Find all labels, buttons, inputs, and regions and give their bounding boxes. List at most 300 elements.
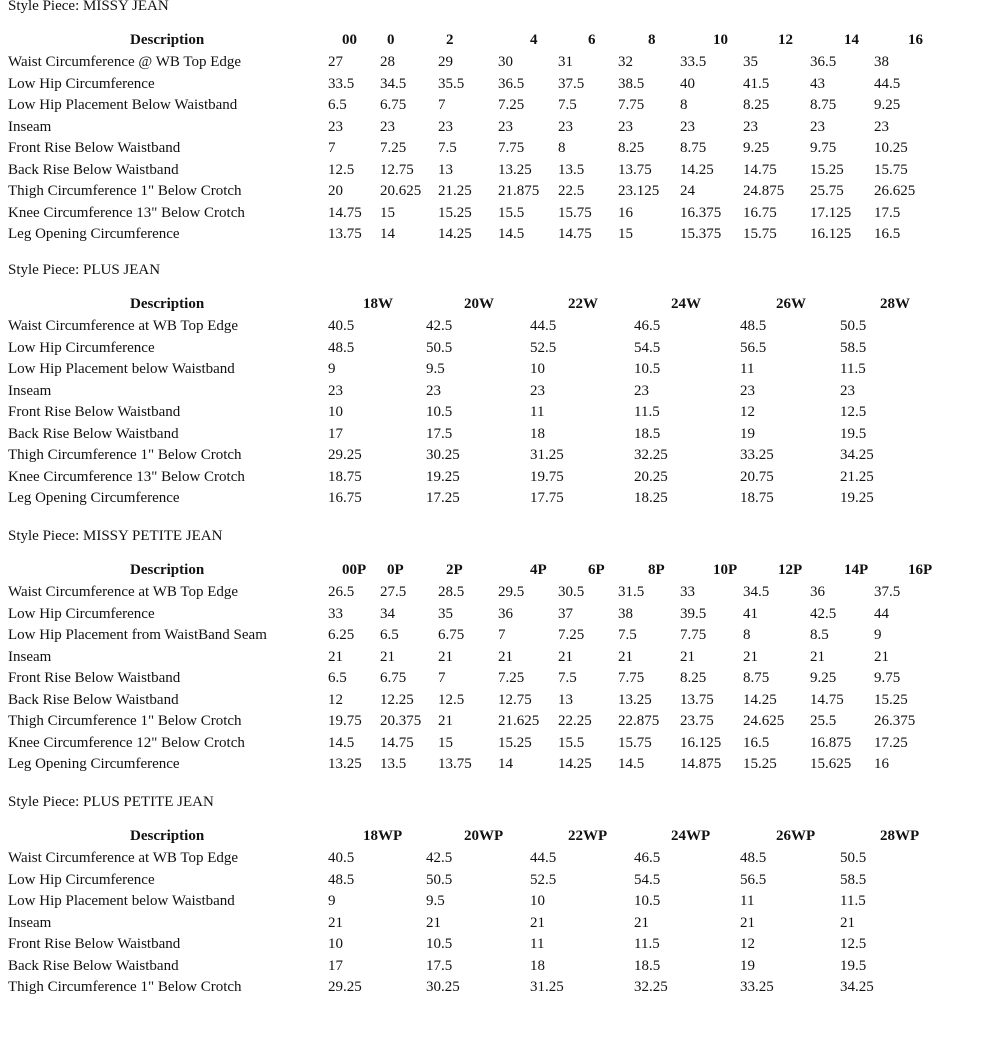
- table-row: [8, 318, 998, 339]
- measurement-description: Inseam: [8, 914, 52, 931]
- table-row: [8, 936, 998, 957]
- measurement-value: 8: [680, 97, 688, 113]
- measurement-description: Waist Circumference at WB Top Edge: [8, 318, 239, 334]
- measurement-value: 12.5: [840, 936, 867, 952]
- measurement-value: 23: [743, 118, 758, 135]
- measurement-value: 22.25: [558, 713, 592, 729]
- measurement-value: 12.75: [380, 161, 414, 178]
- measurement-value: 56.5: [740, 871, 767, 888]
- measurement-value: 12.5: [328, 161, 355, 178]
- measurement-value: 15.375: [680, 226, 722, 242]
- size-column-header: 00P: [342, 562, 367, 578]
- measurement-value: 52.5: [530, 871, 557, 888]
- measurement-value: 15: [438, 734, 453, 751]
- measurement-value: 50.5: [426, 339, 453, 356]
- measurement-value: 9.5: [426, 893, 445, 909]
- measurement-value: 7: [438, 670, 446, 686]
- measurement-value: 11: [530, 936, 545, 952]
- measurement-value: 11.5: [634, 936, 660, 952]
- size-column-header: 22WP: [568, 828, 608, 844]
- measurement-value: 19: [740, 425, 755, 442]
- measurement-value: 6.75: [380, 670, 407, 686]
- table-row: [8, 915, 998, 936]
- measurement-value: 12.5: [840, 404, 867, 420]
- table-row: [8, 361, 998, 382]
- measurement-value: 17: [328, 957, 343, 974]
- table-row: [8, 627, 998, 648]
- measurement-value: 14.5: [498, 226, 525, 242]
- measurement-value: 14.5: [618, 756, 645, 772]
- measurement-value: 13.25: [498, 161, 532, 178]
- description-column-header: Description: [130, 32, 205, 48]
- measurement-value: 26.625: [874, 183, 916, 199]
- measurement-value: 21: [498, 648, 513, 665]
- measurement-value: 7.25: [380, 140, 407, 156]
- measurement-value: 36.5: [810, 54, 837, 70]
- measurement-value: 8.25: [618, 140, 645, 156]
- measurement-value: 54.5: [634, 339, 661, 356]
- measurement-value: 15.25: [743, 756, 777, 772]
- measurement-value: 15.75: [874, 161, 908, 178]
- measurement-value: 19.25: [840, 490, 874, 506]
- measurement-value: 19: [740, 957, 755, 974]
- measurement-value: 8.75: [680, 140, 707, 156]
- measurement-value: 6.5: [380, 627, 399, 643]
- measurement-value: 41: [743, 605, 758, 622]
- measurement-value: 23: [328, 118, 343, 135]
- measurement-value: 14.25: [680, 161, 714, 178]
- measurement-value: 31.25: [530, 979, 564, 995]
- measurement-value: 38.5: [618, 75, 645, 92]
- measurement-value: 15.25: [498, 734, 532, 751]
- measurement-value: 27.5: [380, 584, 407, 600]
- measurement-value: 18.5: [634, 425, 661, 442]
- measurement-value: 15.75: [558, 204, 592, 221]
- style-piece-label: Style Piece: PLUS PETITE JEAN: [8, 794, 214, 810]
- measurement-value: 18: [530, 957, 545, 974]
- measurement-value: 30.5: [558, 584, 585, 600]
- measurement-value: 21.875: [498, 183, 540, 199]
- style-piece-label: Style Piece: PLUS JEAN: [8, 262, 161, 278]
- measurement-value: 16.125: [680, 734, 722, 751]
- measurement-value: 48.5: [328, 339, 355, 356]
- measurement-value: 50.5: [426, 871, 453, 888]
- measurement-value: 13.75: [438, 756, 472, 772]
- measurement-description: Inseam: [8, 382, 52, 399]
- size-column-header: 4P: [530, 562, 547, 578]
- measurement-value: 15.25: [438, 204, 472, 221]
- measurement-description: Low Hip Placement from WaistBand Seam: [8, 627, 267, 643]
- measurement-value: 13: [558, 691, 573, 708]
- measurement-value: 21: [438, 713, 453, 729]
- measurement-value: 12: [328, 691, 343, 708]
- measurement-value: 23: [530, 382, 545, 399]
- measurement-value: 16.375: [680, 204, 722, 221]
- measurement-value: 42.5: [810, 605, 837, 622]
- measurement-value: 19.25: [426, 468, 460, 485]
- measurement-value: 33: [328, 605, 343, 622]
- measurement-value: 18.5: [634, 957, 661, 974]
- table-row: [8, 893, 998, 914]
- measurement-value: 7.75: [618, 97, 645, 113]
- measurement-description: Inseam: [8, 648, 52, 665]
- measurement-value: 7.75: [498, 140, 525, 156]
- measurement-value: 12.5: [438, 691, 465, 708]
- table-row: [8, 606, 998, 627]
- measurement-value: 15.25: [810, 161, 844, 178]
- measurement-value: 21: [426, 914, 441, 931]
- table-row: [8, 713, 998, 734]
- measurement-value: 46.5: [634, 850, 661, 866]
- table-row: [8, 649, 998, 670]
- measurement-value: 15.5: [498, 204, 525, 221]
- measurement-value: 43: [810, 75, 825, 92]
- measurement-value: 36: [810, 584, 825, 600]
- measurement-value: 34.5: [743, 584, 770, 600]
- measurement-value: 22.875: [618, 713, 660, 729]
- measurement-value: 16.75: [328, 490, 362, 506]
- measurement-value: 29.25: [328, 979, 362, 995]
- measurement-value: 8.5: [810, 627, 829, 643]
- measurement-value: 21: [634, 914, 649, 931]
- measurement-value: 12.25: [380, 691, 414, 708]
- measurement-description: Low Hip Circumference: [8, 605, 155, 622]
- measurement-value: 7.25: [558, 627, 585, 643]
- measurement-value: 21: [740, 914, 755, 931]
- measurement-value: 8.25: [680, 670, 707, 686]
- measurement-value: 9: [328, 893, 336, 909]
- measurement-value: 21: [380, 648, 395, 665]
- measurement-value: 21.25: [840, 468, 874, 485]
- size-column-header: 14P: [844, 562, 869, 578]
- measurement-value: 9: [874, 627, 882, 643]
- measurement-value: 46.5: [634, 318, 661, 334]
- table-row: [8, 692, 998, 713]
- measurement-value: 15: [380, 204, 395, 221]
- measurement-value: 7.25: [498, 670, 525, 686]
- description-column-header: Description: [130, 828, 205, 844]
- size-column-header: 6: [588, 32, 596, 48]
- measurement-value: 8.75: [743, 670, 770, 686]
- measurement-value: 11.5: [840, 361, 866, 377]
- measurement-value: 14.75: [743, 161, 777, 178]
- measurement-value: 13.75: [680, 691, 714, 708]
- measurement-description: Front Rise Below Waistband: [8, 936, 181, 952]
- measurement-value: 44.5: [874, 75, 901, 92]
- measurement-value: 26.5: [328, 584, 355, 600]
- table-row: [8, 979, 998, 1000]
- measurement-value: 33.5: [328, 75, 355, 92]
- measurement-description: Inseam: [8, 118, 52, 135]
- measurement-value: 15: [618, 226, 633, 242]
- size-column-header: 0: [387, 32, 395, 48]
- size-column-header: 24W: [671, 296, 701, 312]
- measurement-value: 48.5: [740, 850, 767, 866]
- measurement-value: 8.25: [743, 97, 770, 113]
- measurement-value: 14.75: [558, 226, 592, 242]
- size-column-header: 18W: [363, 296, 393, 312]
- measurement-value: 21: [743, 648, 758, 665]
- description-column-header: Description: [130, 562, 205, 578]
- table-row: [8, 735, 998, 756]
- measurement-value: 15.5: [558, 734, 585, 751]
- measurement-description: Knee Circumference 12" Below Crotch: [8, 734, 245, 751]
- measurement-value: 58.5: [840, 871, 867, 888]
- measurement-description: Thigh Circumference 1" Below Crotch: [8, 183, 242, 199]
- measurement-value: 23.125: [618, 183, 660, 199]
- measurement-value: 13.5: [558, 161, 585, 178]
- size-column-header: 22W: [568, 296, 598, 312]
- measurement-description: Low Hip Circumference: [8, 339, 155, 356]
- measurement-value: 7: [498, 627, 506, 643]
- table-row: [8, 226, 998, 247]
- measurement-description: Waist Circumference @ WB Top Edge: [8, 54, 242, 70]
- measurement-value: 27: [328, 54, 343, 70]
- measurement-value: 30.25: [426, 979, 460, 995]
- table-row: [8, 404, 998, 425]
- measurement-value: 16: [874, 756, 889, 772]
- measurement-value: 13: [438, 161, 453, 178]
- measurement-value: 14.5: [328, 734, 355, 751]
- spec-section: [8, 530, 998, 780]
- spec-section: [8, 796, 998, 1046]
- measurement-value: 9: [328, 361, 336, 377]
- table-header-row: [8, 32, 998, 53]
- measurement-description: Back Rise Below Waistband: [8, 691, 179, 708]
- measurement-value: 20.75: [740, 468, 774, 485]
- size-column-header: 0P: [387, 562, 404, 578]
- measurement-value: 23: [618, 118, 633, 135]
- table-row: [8, 426, 998, 447]
- measurement-value: 21: [840, 914, 855, 931]
- table-header-row: [8, 562, 998, 583]
- measurement-value: 6.5: [328, 670, 347, 686]
- measurement-description: Thigh Circumference 1" Below Crotch: [8, 979, 242, 995]
- measurement-value: 19.75: [328, 713, 362, 729]
- measurement-value: 13.25: [618, 691, 652, 708]
- measurement-value: 54.5: [634, 871, 661, 888]
- measurement-value: 19.5: [840, 957, 867, 974]
- size-column-header: 26WP: [776, 828, 816, 844]
- measurement-value: 17.5: [874, 204, 901, 221]
- measurement-value: 10: [530, 893, 545, 909]
- measurement-value: 40: [680, 75, 695, 92]
- measurement-value: 56.5: [740, 339, 767, 356]
- measurement-value: 36: [498, 605, 513, 622]
- measurement-value: 20.375: [380, 713, 422, 729]
- measurement-value: 6.5: [328, 97, 347, 113]
- measurement-value: 37.5: [558, 75, 585, 92]
- measurement-value: 6.25: [328, 627, 355, 643]
- measurement-value: 7.75: [618, 670, 645, 686]
- measurement-description: Leg Opening Circumference: [8, 490, 180, 506]
- measurement-value: 11: [530, 404, 545, 420]
- size-column-header: 12: [778, 32, 793, 48]
- size-column-header: 14: [844, 32, 859, 48]
- measurement-value: 6.75: [438, 627, 465, 643]
- measurement-value: 21: [618, 648, 633, 665]
- size-column-header: 2: [446, 32, 454, 48]
- measurement-value: 15.25: [874, 691, 908, 708]
- table-row: [8, 54, 998, 75]
- measurement-value: 14.75: [380, 734, 414, 751]
- description-column-header: Description: [130, 296, 205, 312]
- size-column-header: 26W: [776, 296, 806, 312]
- measurement-value: 14: [380, 226, 395, 242]
- measurement-value: 23: [874, 118, 889, 135]
- measurement-value: 17.5: [426, 957, 453, 974]
- measurement-value: 35: [743, 54, 758, 70]
- table-row: [8, 340, 998, 361]
- measurement-value: 35: [438, 605, 453, 622]
- measurement-value: 50.5: [840, 850, 867, 866]
- measurement-description: Thigh Circumference 1" Below Crotch: [8, 713, 242, 729]
- table-row: [8, 97, 998, 118]
- measurement-value: 14.25: [558, 756, 592, 772]
- size-column-header: 16: [908, 32, 923, 48]
- size-column-header: 18WP: [363, 828, 403, 844]
- measurement-description: Back Rise Below Waistband: [8, 161, 179, 178]
- table-row: [8, 469, 998, 490]
- measurement-value: 30.25: [426, 447, 460, 463]
- measurement-value: 29: [438, 54, 453, 70]
- measurement-value: 32.25: [634, 979, 668, 995]
- measurement-value: 23: [840, 382, 855, 399]
- measurement-value: 29.5: [498, 584, 525, 600]
- measurement-value: 58.5: [840, 339, 867, 356]
- measurement-value: 7.75: [680, 627, 707, 643]
- measurement-value: 37: [558, 605, 573, 622]
- measurement-value: 23: [810, 118, 825, 135]
- measurement-value: 17.75: [530, 490, 564, 506]
- size-column-header: 00: [342, 32, 357, 48]
- table-header-row: [8, 828, 998, 849]
- measurement-value: 9.75: [810, 140, 837, 156]
- measurement-value: 10: [328, 936, 343, 952]
- measurement-value: 15.75: [618, 734, 652, 751]
- measurement-value: 14: [498, 756, 513, 772]
- measurement-value: 34.25: [840, 979, 874, 995]
- size-column-header: 8P: [648, 562, 665, 578]
- measurement-value: 33.25: [740, 979, 774, 995]
- measurement-value: 14.75: [810, 691, 844, 708]
- size-column-header: 8: [648, 32, 656, 48]
- measurement-value: 34.5: [380, 75, 407, 92]
- measurement-value: 25.5: [810, 713, 837, 729]
- measurement-value: 9.25: [810, 670, 837, 686]
- measurement-value: 10: [530, 361, 545, 377]
- measurement-value: 23: [328, 382, 343, 399]
- measurement-value: 21: [680, 648, 695, 665]
- measurement-value: 6.75: [380, 97, 407, 113]
- measurement-value: 21: [438, 648, 453, 665]
- measurement-value: 13.75: [328, 226, 362, 242]
- measurement-value: 7.5: [438, 140, 457, 156]
- table-header-row: [8, 296, 998, 317]
- measurement-value: 17.5: [426, 425, 453, 442]
- table-row: [8, 584, 998, 605]
- measurement-value: 17.25: [874, 734, 908, 751]
- measurement-description: Waist Circumference at WB Top Edge: [8, 584, 239, 600]
- measurement-value: 13.75: [618, 161, 652, 178]
- measurement-value: 14.25: [743, 691, 777, 708]
- measurement-value: 26.375: [874, 713, 916, 729]
- table-row: [8, 850, 998, 871]
- table-row: [8, 490, 998, 511]
- table-row: [8, 76, 998, 97]
- measurement-value: 21.625: [498, 713, 540, 729]
- measurement-description: Low Hip Circumference: [8, 871, 155, 888]
- size-column-header: 2P: [446, 562, 463, 578]
- measurement-value: 35.5: [438, 75, 465, 92]
- measurement-value: 33.25: [740, 447, 774, 463]
- measurement-value: 10.5: [634, 893, 661, 909]
- measurement-value: 40.5: [328, 318, 355, 334]
- measurement-value: 12: [740, 936, 755, 952]
- size-column-header: 4: [530, 32, 538, 48]
- measurement-value: 7.5: [558, 97, 577, 113]
- measurement-value: 7.5: [618, 627, 637, 643]
- size-column-header: 6P: [588, 562, 605, 578]
- size-column-header: 28WP: [880, 828, 920, 844]
- measurement-value: 38: [874, 54, 889, 70]
- size-column-header: 20W: [464, 296, 494, 312]
- measurement-value: 16.875: [810, 734, 852, 751]
- measurement-value: 14.875: [680, 756, 722, 772]
- measurement-value: 32.25: [634, 447, 668, 463]
- measurement-description: Low Hip Circumference: [8, 75, 155, 92]
- measurement-value: 48.5: [328, 871, 355, 888]
- table-row: [8, 670, 998, 691]
- measurement-value: 11.5: [840, 893, 866, 909]
- measurement-value: 31: [558, 54, 573, 70]
- table-row: [8, 872, 998, 893]
- measurement-value: 21: [874, 648, 889, 665]
- spec-section: [8, 0, 998, 250]
- measurement-value: 18.75: [740, 490, 774, 506]
- measurement-value: 12.75: [498, 691, 532, 708]
- measurement-value: 23: [498, 118, 513, 135]
- measurement-value: 10: [328, 404, 343, 420]
- table-row: [8, 756, 998, 777]
- measurement-value: 11: [740, 361, 755, 377]
- measurement-description: Waist Circumference at WB Top Edge: [8, 850, 239, 866]
- measurement-description: Low Hip Placement below Waistband: [8, 361, 235, 377]
- measurement-value: 23: [438, 118, 453, 135]
- measurement-value: 16.5: [874, 226, 901, 242]
- measurement-value: 23: [426, 382, 441, 399]
- measurement-value: 16: [618, 204, 633, 221]
- measurement-value: 16.5: [743, 734, 770, 751]
- measurement-value: 21: [530, 914, 545, 931]
- measurement-value: 9.25: [874, 97, 901, 113]
- measurement-description: Front Rise Below Waistband: [8, 404, 181, 420]
- table-row: [8, 958, 998, 979]
- measurement-value: 21: [328, 914, 343, 931]
- measurement-value: 15.625: [810, 756, 852, 772]
- measurement-value: 23: [380, 118, 395, 135]
- measurement-value: 7.5: [558, 670, 577, 686]
- measurement-description: Thigh Circumference 1" Below Crotch: [8, 447, 242, 463]
- measurement-value: 8.75: [810, 97, 837, 113]
- size-column-header: 16P: [908, 562, 933, 578]
- measurement-value: 23: [740, 382, 755, 399]
- measurement-value: 9.5: [426, 361, 445, 377]
- measurement-value: 24.875: [743, 183, 785, 199]
- measurement-value: 31.5: [618, 584, 645, 600]
- measurement-value: 42.5: [426, 850, 453, 866]
- measurement-value: 34.25: [840, 447, 874, 463]
